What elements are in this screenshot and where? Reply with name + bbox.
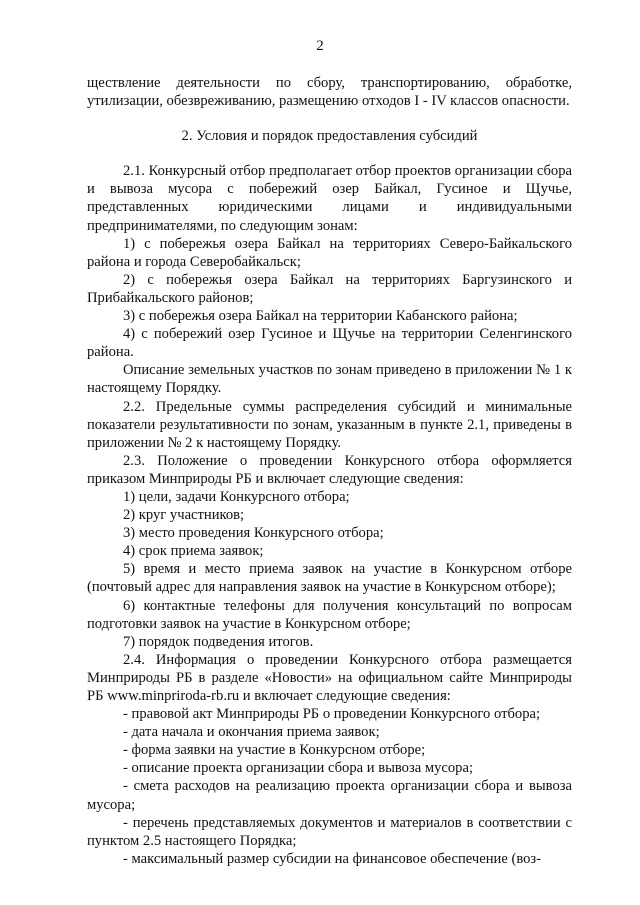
paragraph: 2.2. Предельные суммы распределения субсидий и минимальные показатели результативности по зонам, указанным в пункте 2.1, приведены в приложении № 2 к настоящему Порядку.: [87, 398, 572, 451]
paragraph: 2.4. Информация о проведении Конкурсного отбора размещается Минприроды РБ в разделе «Новости» на официальном сайте Минприроды РБ www.minpriroda-rb.ru и включает следующие сведения:: [87, 651, 572, 704]
paragraph: 2.3. Положение о проведении Конкурсного отбора оформляется приказом Минприроды РБ и включает следующие сведения:: [87, 452, 572, 487]
paragraph: 4) с побережий озер Гусиное и Щучье на территории Селенгинского района.: [87, 326, 572, 361]
paragraph: 6) контактные телефоны для получения консультаций по вопросам подготовки заявок на участие в Конкурсном отборе;: [87, 597, 572, 632]
paragraph: - форма заявки на участие в Конкурсном отборе;: [123, 742, 426, 759]
section-heading: 2. Условия и порядок предоставления субсидий: [181, 128, 478, 145]
paragraph: 1) цели, задачи Конкурсного отбора;: [123, 488, 350, 505]
paragraph: 7) порядок подведения итогов.: [123, 633, 314, 650]
paragraph: 2) с побережья озера Байкал на территориях Баргузинского и Прибайкальского районов;: [87, 271, 572, 306]
paragraph: ществление деятельности по сбору, транспортированию, обработке, утилизации, обезвреживанию, размещению отходов I - IV классов опасности.: [87, 75, 572, 110]
document-body: [87, 74, 572, 868]
paragraph: - правовой акт Минприроды РБ о проведении Конкурсного отбора;: [123, 706, 541, 723]
paragraph: - максимальный размер субсидии на финансовое обеспечение (воз-: [123, 850, 542, 867]
paragraph: 3) с побережья озера Байкал на территории Кабанского района;: [123, 308, 518, 325]
paragraph: - смета расходов на реализацию проекта организации сбора и вывоза мусора;: [87, 778, 572, 813]
paragraph: - описание проекта организации сбора и вывоза мусора;: [123, 760, 474, 777]
paragraph: - дата начала и окончания приема заявок;: [123, 724, 380, 741]
paragraph: 3) место проведения Конкурсного отбора;: [123, 525, 384, 542]
paragraph: 2) круг участников;: [123, 507, 245, 524]
paragraph: Описание земельных участков по зонам приведено в приложении № 1 к настоящему Порядку.: [87, 362, 572, 397]
paragraph: - перечень представляемых документов и материалов в соответствии с пунктом 2.5 настоящего Порядка;: [87, 814, 572, 849]
paragraph: 1) с побережья озера Байкал на территориях Северо-Байкальского района и города Северобайкальск;: [87, 235, 572, 270]
paragraph: 4) срок приема заявок;: [123, 543, 264, 560]
page-number: 2: [316, 38, 324, 54]
paragraph: 5) время и место приема заявок на участие в Конкурсном отборе (почтовый адрес для направления заявок на участие в Конкурсном отборе);: [87, 561, 572, 596]
paragraph: 2.1. Конкурсный отбор предполагает отбор проектов организации сбора и вывоза мусора с побережий озер Байкал, Гусиное и Щучье, представленных юридическими лицами и индивидуальными предпринимателями, по следующим зонам:: [87, 163, 572, 234]
